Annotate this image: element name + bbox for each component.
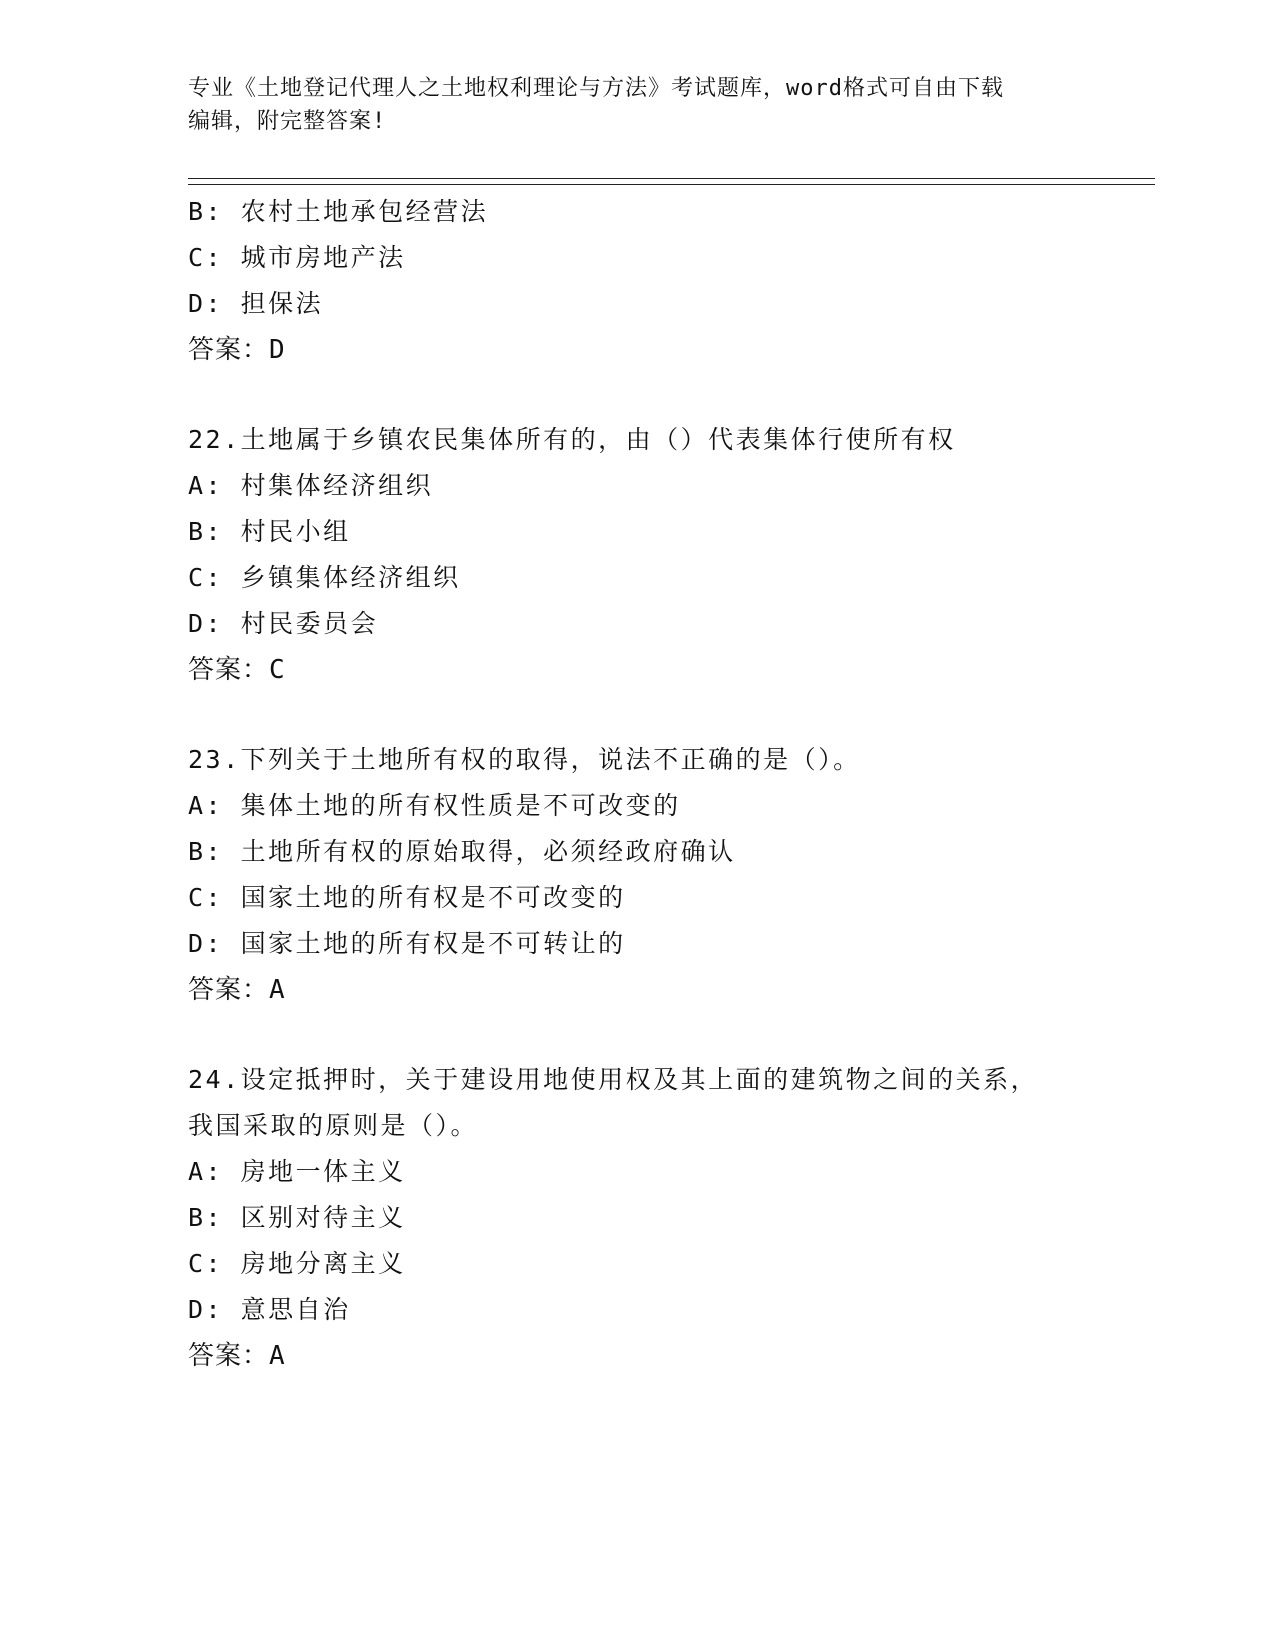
option-d: D: 国家土地的所有权是不可转让的 — [188, 929, 626, 958]
option-c: C: 城市房地产法 — [188, 243, 406, 272]
answer-line — [188, 967, 1088, 1013]
option-a: A: 村集体经济组织 — [188, 471, 434, 500]
option-d: D: 村民委员会 — [188, 609, 379, 638]
header-line-2: 编辑，附完整答案! — [188, 109, 387, 134]
option-d: D: 意思自治 — [188, 1295, 351, 1324]
answer-value: A — [269, 975, 286, 1005]
option-b: B: 农村土地承包经营法 — [188, 197, 489, 226]
option-a: A: 集体土地的所有权性质是不可改变的 — [188, 791, 681, 820]
header-line-1: 专业《土地登记代理人之土地权利理论与方法》考试题库，word格式可自由下载 — [188, 76, 1004, 101]
answer-value: D — [269, 335, 286, 365]
question-stem: 23.下列关于土地所有权的取得，说法不正确的是（）。 — [188, 745, 861, 774]
answer-label: 答案： — [188, 1341, 270, 1371]
option-b: B: 村民小组 — [188, 517, 351, 546]
question-23 — [188, 737, 1088, 1013]
header-divider — [188, 178, 1155, 185]
question-24 — [188, 1057, 1088, 1379]
answer-line — [188, 647, 1088, 693]
option-b: B: 区别对待主义 — [188, 1203, 406, 1232]
answer-label: 答案： — [188, 975, 270, 1005]
question-stem-line-2: 我国采取的原则是（）。 — [188, 1111, 479, 1140]
answer-line — [188, 327, 1088, 373]
question-22 — [188, 417, 1088, 693]
option-d: D: 担保法 — [188, 289, 324, 318]
answer-value: A — [269, 1341, 286, 1371]
option-b: B: 土地所有权的原始取得，必须经政府确认 — [188, 837, 736, 866]
option-c: C: 房地分离主义 — [188, 1249, 406, 1278]
option-a: A: 房地一体主义 — [188, 1157, 406, 1186]
answer-value: C — [269, 655, 286, 685]
option-c: C: 乡镇集体经济组织 — [188, 563, 461, 592]
answer-label: 答案： — [188, 655, 270, 685]
question-stem-line-1: 24.设定抵押时，关于建设用地使用权及其上面的建筑物之间的关系， — [188, 1065, 1039, 1094]
option-c: C: 国家土地的所有权是不可改变的 — [188, 883, 626, 912]
answer-line — [188, 1333, 1088, 1379]
question-stem: 22.土地属于乡镇农民集体所有的，由（）代表集体行使所有权 — [188, 425, 956, 454]
answer-label: 答案： — [188, 335, 270, 365]
question-list — [188, 189, 1088, 1379]
page-header — [188, 72, 1068, 138]
question-continuation — [188, 189, 1088, 373]
